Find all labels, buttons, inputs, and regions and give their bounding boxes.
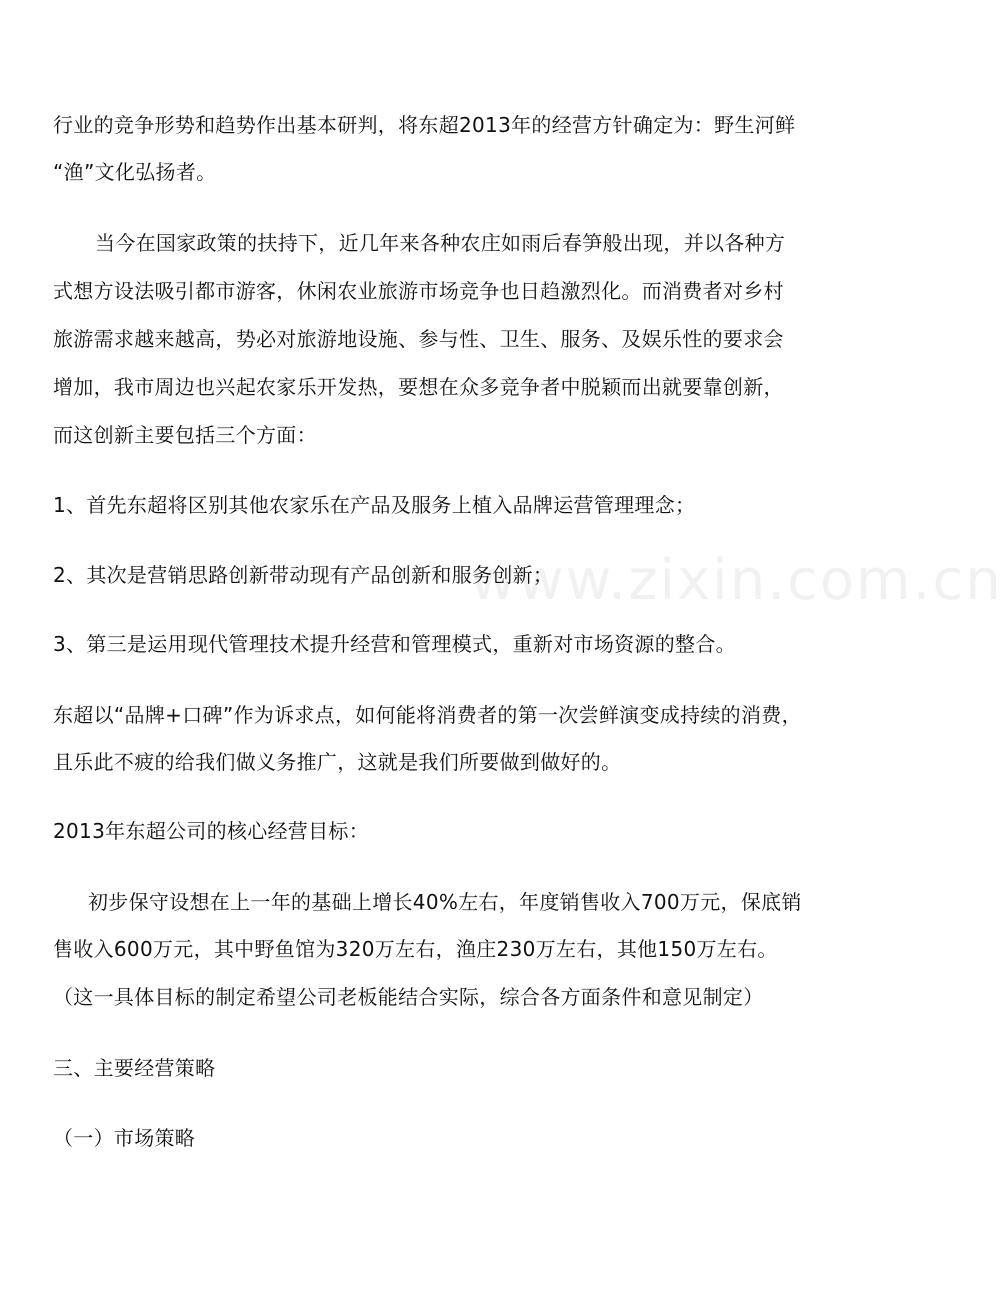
paragraph-2-line-3: 旅游需求越来越高，势必对旅游地设施、参与性、卫生、服务、及娱乐性的要求会 bbox=[53, 327, 784, 351]
paragraph-3-line-1: 东超以“品牌+口碑”作为诉求点，如何能将消费者的第一次尝鲜演变成持续的消费， bbox=[53, 703, 802, 727]
paragraph-4-line-3: （这一具体目标的制定希望公司老板能结合实际，综合各方面条件和意见制定） bbox=[53, 985, 764, 1009]
list-item-1: 1、首先东超将区别其他农家乐在产品及服务上植入品牌运营管理理念； bbox=[53, 493, 696, 517]
watermark: www.zixin.com.cn bbox=[470, 548, 1003, 613]
paragraph-4-line-1: 初步保守设想在上一年的基础上增长40%左右，年度销售收入700万元，保底销 bbox=[88, 890, 802, 914]
section-heading: 三、主要经营策略 bbox=[53, 1056, 216, 1080]
paragraph-2-line-1: 当今在国家政策的扶持下，近几年来各种农庄如雨后春笋般出现，并以各种方 bbox=[95, 231, 786, 255]
list-item-2: 2、其次是营销思路创新带动现有产品创新和服务创新； bbox=[53, 563, 554, 587]
paragraph-2-line-4: 增加，我市周边也兴起农家乐开发热，要想在众多竞争者中脱颖而出就要靠创新， bbox=[53, 375, 784, 399]
paragraph-3-line-2: 且乐此不疲的给我们做义务推广，这就是我们所要做到做好的。 bbox=[53, 750, 622, 774]
paragraph-1-line-2: “渔”文化弘扬者。 bbox=[53, 160, 217, 184]
goal-heading: 2013年东超公司的核心经营目标： bbox=[53, 819, 369, 843]
paragraph-4-line-2: 售收入600万元，其中野鱼馆为320万左右，渔庄230万左右，其他150万左右。 bbox=[53, 937, 778, 961]
paragraph-1-line-1: 行业的竞争形势和趋势作出基本研判，将东超2013年的经营方针确定为：野生河鲜 bbox=[53, 113, 796, 137]
paragraph-2-line-5: 而这创新主要包括三个方面： bbox=[53, 423, 317, 447]
paragraph-2-line-2: 式想方设法吸引都市游客，休闲农业旅游市场竞争也日趋激烈化。而消费者对乡村 bbox=[53, 279, 784, 303]
subsection-heading: （一）市场策略 bbox=[53, 1126, 196, 1150]
list-item-3: 3、第三是运用现代管理技术提升经营和管理模式，重新对市场资源的整合。 bbox=[53, 632, 736, 656]
